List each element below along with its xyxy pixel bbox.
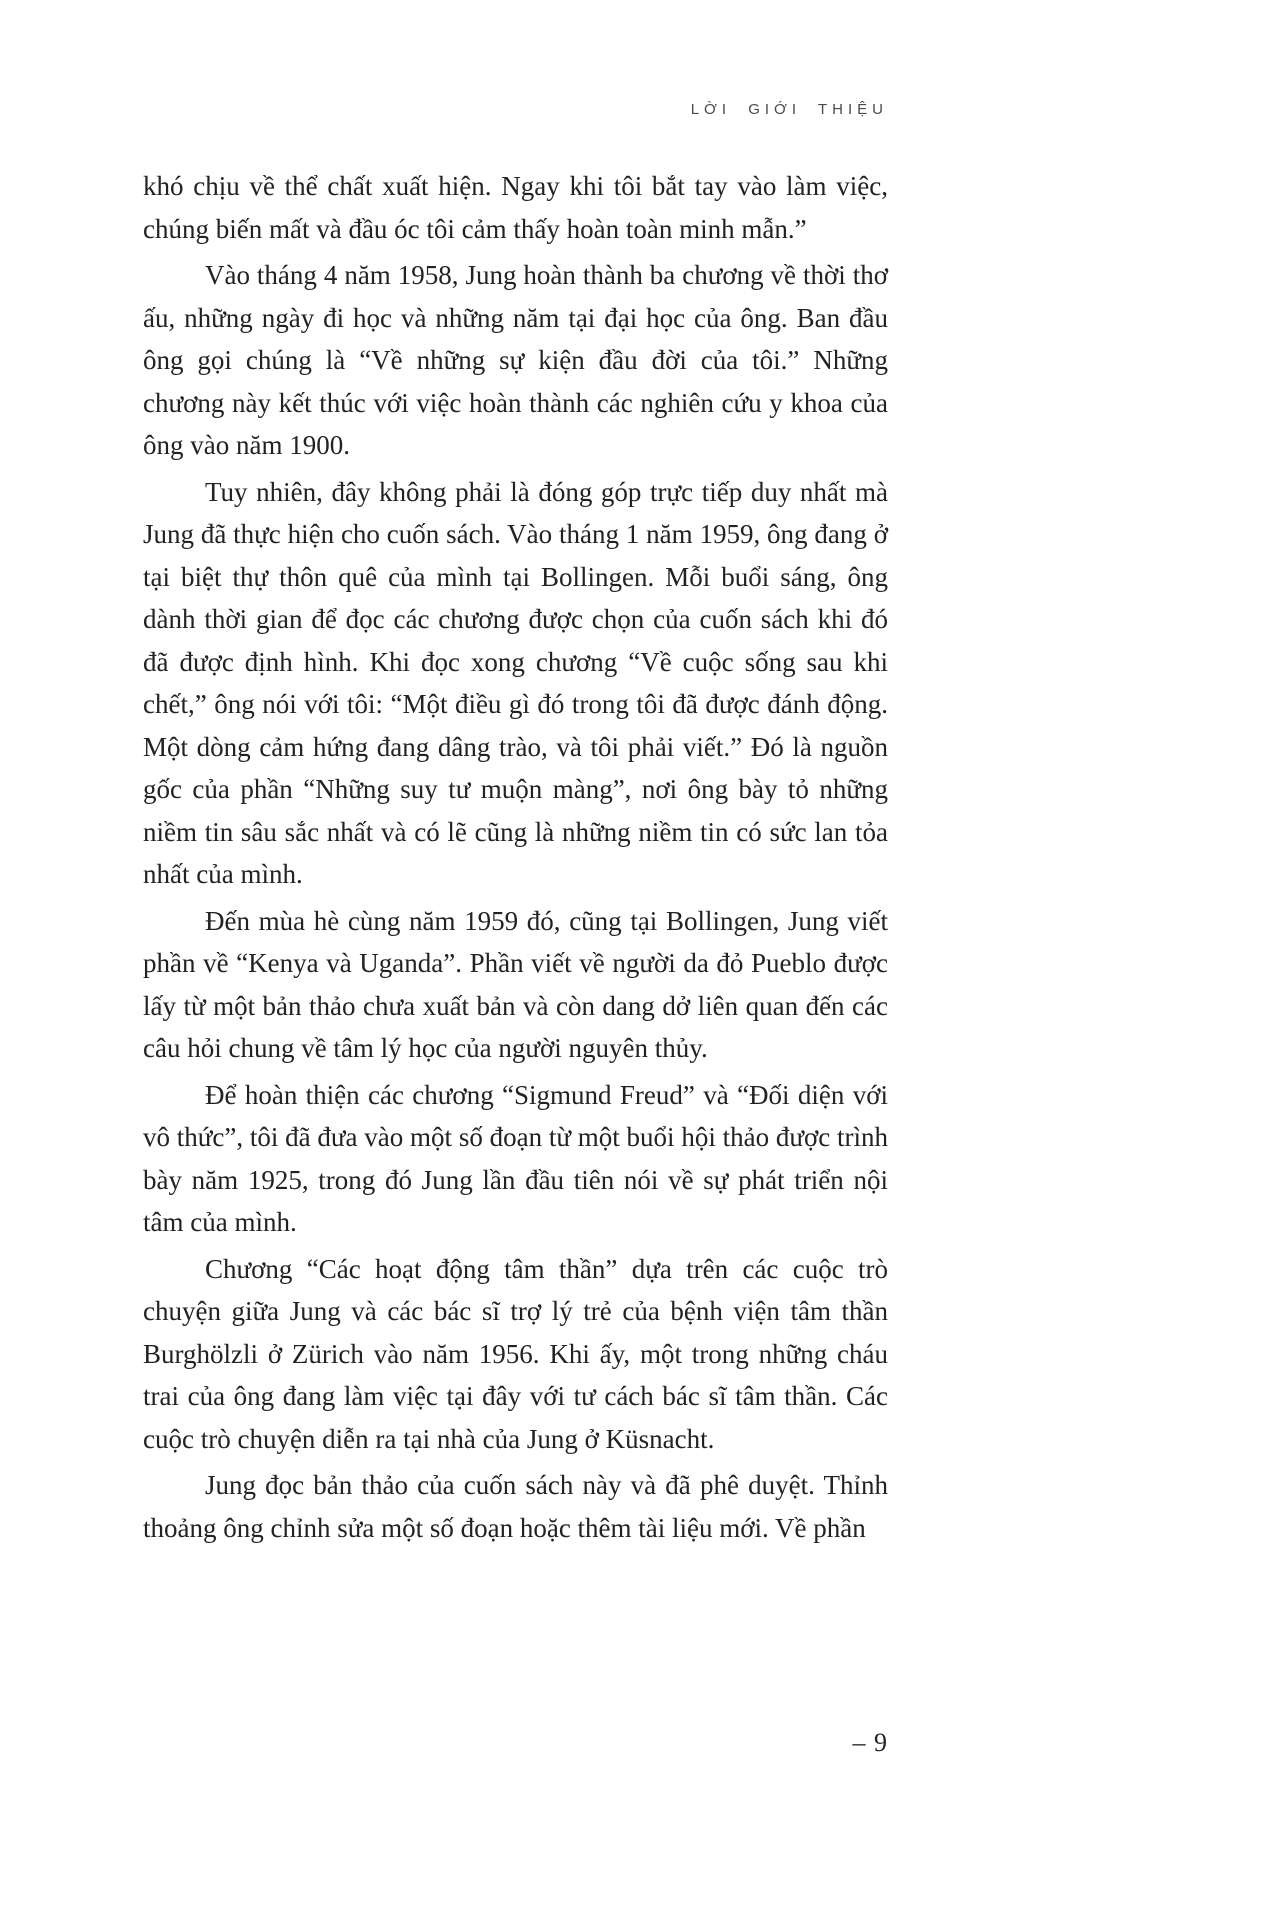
book-page <box>143 0 888 1922</box>
paragraph: Tuy nhiên, đây không phải là đóng góp trực tiếp duy nhất mà Jung đã thực hiện cho cuốn sách. Vào tháng 1 năm 1959, ông đang ở tại biệt thự thôn quê của mình tại Bollingen. Mỗi buổi sáng, ông dành thời gian để đọc các chương được chọn của cuốn sách khi đó đã được định hình. Khi đọc xong chương “Về cuộc sống sau khi chết,” ông nói với tôi: “Một điều gì đó trong tôi đã được đánh động. Một dòng cảm hứng đang dâng trào, và tôi phải viết.” Đó là nguồn gốc của phần “Những suy tư muộn màng”, nơi ông bày tỏ những niềm tin sâu sắc nhất và có lẽ cũng là những niềm tin có sức lan tỏa nhất của mình. <box>143 476 888 889</box>
running-header: LỜI GIỚI THIỆU <box>690 101 888 118</box>
paragraph: Đến mùa hè cùng năm 1959 đó, cũng tại Bollingen, Jung viết phần về “Kenya và Uganda”. Phần viết về người da đỏ Pueblo được lấy từ một bản thảo chưa xuất bản và còn dang dở liên quan đến các câu hỏi chung về tâm lý học của người nguyên thủy. <box>143 905 888 1063</box>
page-number: – 9 <box>852 1728 888 1757</box>
paragraph: khó chịu về thể chất xuất hiện. Ngay khi tôi bắt tay vào làm việc, chúng biến mất và đầu óc tôi cảm thấy hoàn toàn minh mẫn.” <box>143 171 888 244</box>
body-text <box>143 165 888 1549</box>
paragraph: Để hoàn thiện các chương “Sigmund Freud” và “Đối diện với vô thức”, tôi đã đưa vào một số đoạn từ một buổi hội thảo được trình bày năm 1925, trong đó Jung lần đầu tiên nói về sự phát triển nội tâm của mình. <box>143 1079 888 1237</box>
paragraph: Jung đọc bản thảo của cuốn sách này và đã phê duyệt. Thỉnh thoảng ông chỉnh sửa một số đoạn hoặc thêm tài liệu mới. Về phần <box>143 1470 888 1543</box>
paragraph: Vào tháng 4 năm 1958, Jung hoàn thành ba chương về thời thơ ấu, những ngày đi học và những năm tại đại học của ông. Ban đầu ông gọi chúng là “Về những sự kiện đầu đời của tôi.” Những chương này kết thúc với việc hoàn thành các nghiên cứu y khoa của ông vào năm 1900. <box>143 260 888 460</box>
paragraph: Chương “Các hoạt động tâm thần” dựa trên các cuộc trò chuyện giữa Jung và các bác sĩ trợ lý trẻ của bệnh viện tâm thần Burghölzli ở Zürich vào năm 1956. Khi ấy, một trong những cháu trai của ông đang làm việc tại đây với tư cách bác sĩ tâm thần. Các cuộc trò chuyện diễn ra tại nhà của Jung ở Küsnacht. <box>143 1253 888 1454</box>
